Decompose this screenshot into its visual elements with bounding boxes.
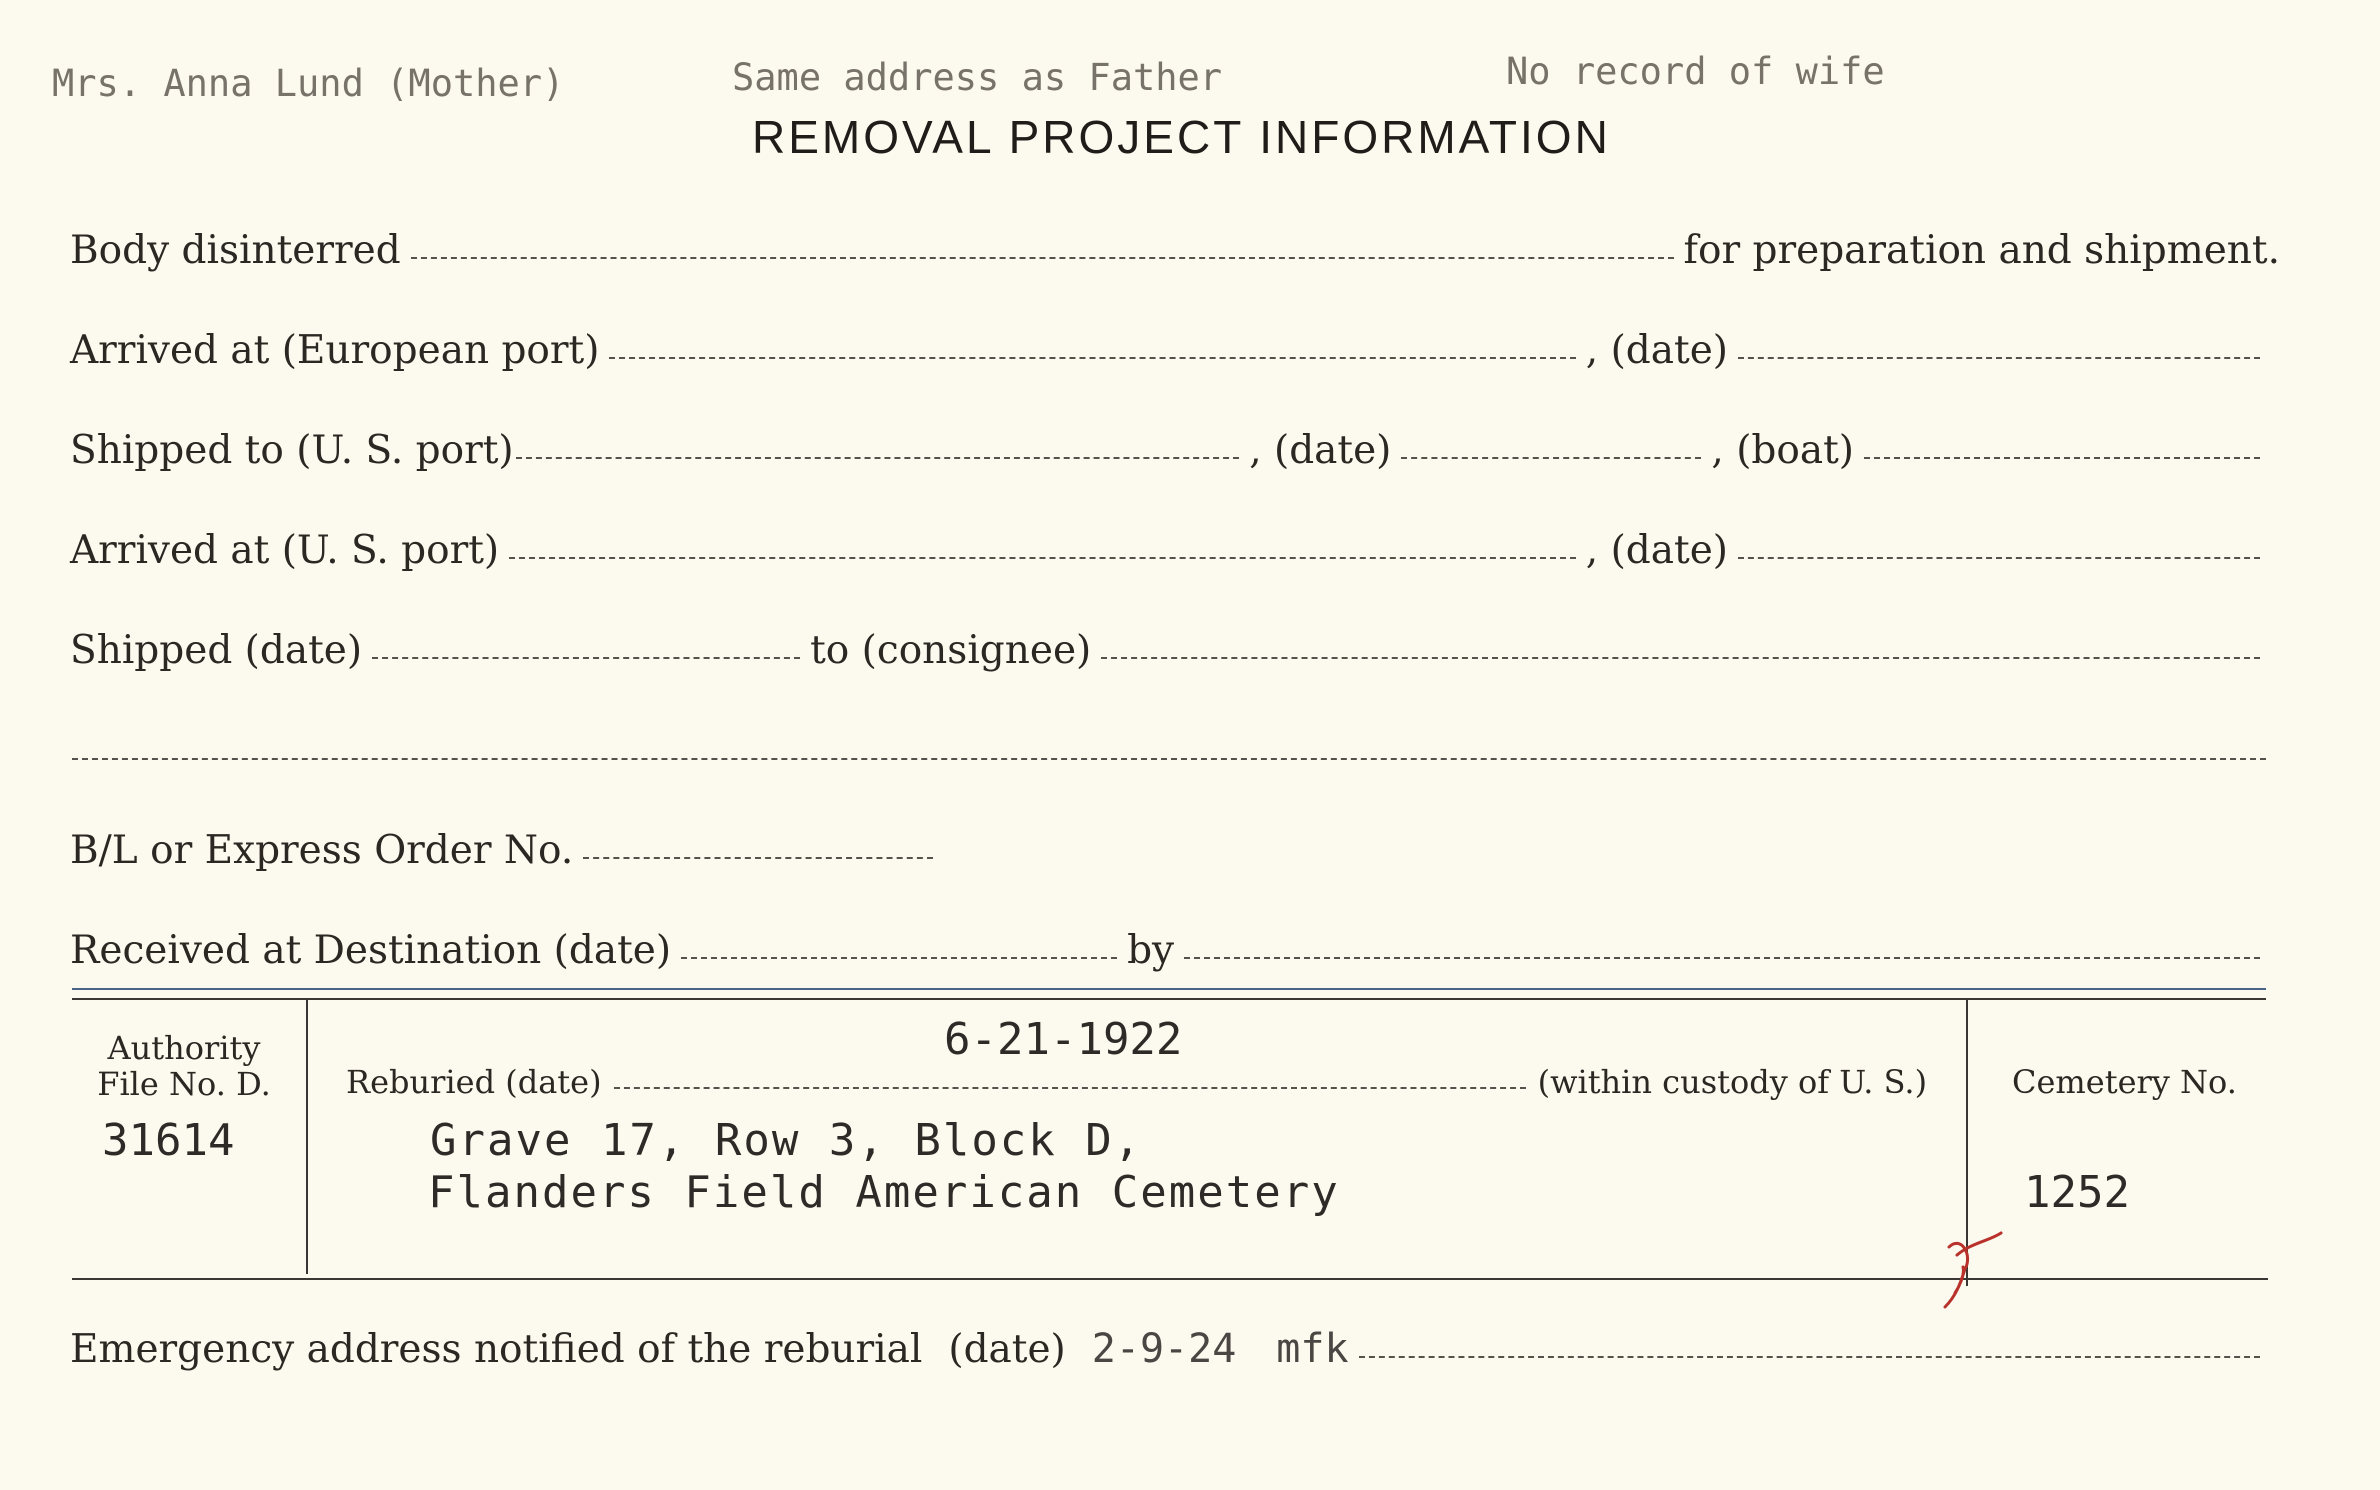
reburial-top-rule: [72, 988, 2266, 1000]
emergency-initials: mfk: [1276, 1326, 1349, 1372]
arrived-european-row: [70, 328, 2270, 373]
reburied-label: Reburied (date): [346, 1063, 602, 1101]
body-disinterred-row: [70, 228, 2280, 273]
emergency-date-label: (date): [948, 1327, 1066, 1372]
emergency-field: [1359, 1356, 2260, 1358]
shipped-consignee-row: [70, 628, 2270, 673]
reburied-date-value: 6-21-1922: [944, 1014, 1183, 1065]
received-by-field: [1184, 957, 2260, 959]
authority-file-number: 31614: [102, 1115, 235, 1166]
bl-order-label: B/L or Express Order No.: [70, 828, 574, 873]
shipped-to-us-row: [70, 428, 2270, 473]
custody-note: (within custody of U. S.): [1537, 1063, 1928, 1101]
body-disinterred-field: [411, 257, 1674, 259]
shipped-date-field: [1401, 457, 1701, 459]
for-preparation-label: for preparation and shipment.: [1683, 228, 2280, 273]
received-label: Received at Destination (date): [70, 928, 672, 973]
boat-label: , (boat): [1711, 428, 1854, 473]
body-disinterred-label: Body disinterred: [70, 228, 401, 273]
bl-order-row: [70, 828, 2280, 873]
blank-dotted-line: [72, 758, 2266, 760]
grave-location-line-2: Flanders Field American Cemetery: [428, 1167, 1340, 1218]
boat-field: [1864, 457, 2260, 459]
european-date-field: [1738, 357, 2260, 359]
arrived-european-label: Arrived at (European port): [70, 328, 600, 373]
emergency-date-value: 2-9-24: [1091, 1326, 1237, 1372]
cemetery-number: 1252: [2024, 1167, 2130, 1218]
authority-label-line-1: Authority: [107, 1029, 261, 1067]
reburied-row: [346, 1063, 1936, 1101]
emergency-row: [70, 1326, 2270, 1372]
cemetery-no-label: Cemetery No.: [2012, 1063, 2237, 1101]
consignee-label: to (consignee): [810, 628, 1092, 673]
arrived-us-port-field: [509, 557, 1576, 559]
shipped-date-field-2: [372, 657, 800, 659]
european-date-label: , (date): [1585, 328, 1728, 373]
arrived-us-row: [70, 528, 2270, 573]
authority-label: [84, 1030, 284, 1102]
european-port-field: [609, 357, 1575, 359]
received-date-field: [681, 957, 1117, 959]
received-row: [70, 928, 2270, 973]
by-label: by: [1127, 928, 1175, 973]
shipped-to-us-label: Shipped to (U. S. port): [70, 428, 514, 473]
form-title: REMOVAL PROJECT INFORMATION: [752, 111, 1611, 163]
grave-location-line-1: Grave 17, Row 3, Block D,: [430, 1115, 1143, 1166]
shipped-date-label-2: Shipped (date): [70, 628, 363, 673]
red-check-mark-icon: [1935, 1225, 2015, 1315]
emergency-label: Emergency address notified of the reburial: [70, 1327, 923, 1372]
left-divider: [306, 1000, 308, 1274]
consignee-field: [1101, 657, 2260, 659]
wife-note: No record of wife: [1506, 50, 1885, 93]
arrived-us-label: Arrived at (U. S. port): [70, 528, 500, 573]
reburied-date-field: [614, 1087, 1526, 1089]
us-port-field: [516, 457, 1240, 459]
arrived-us-date-field: [1738, 557, 2260, 559]
mother-note: Mrs. Anna Lund (Mother): [52, 62, 565, 105]
arrived-us-date-label: , (date): [1585, 528, 1728, 573]
bl-order-field: [583, 857, 933, 859]
shipped-date-label: , (date): [1249, 428, 1392, 473]
authority-label-line-2: File No. D.: [97, 1065, 271, 1103]
address-note: Same address as Father: [732, 56, 1223, 99]
